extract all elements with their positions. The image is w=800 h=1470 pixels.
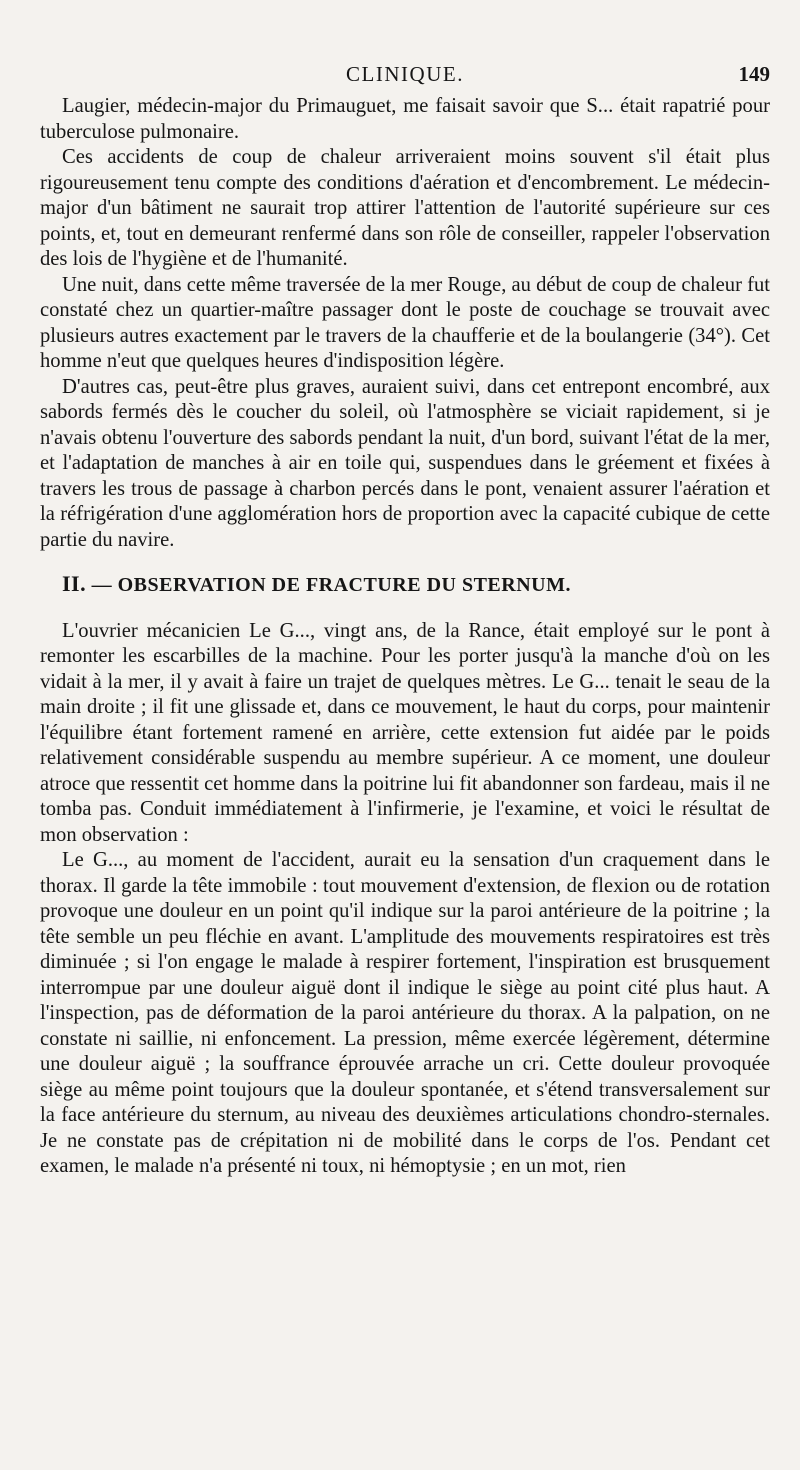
paragraph: Le G..., au moment de l'accident, aurait eu la sensation d'un craquement dans le thorax. Il garde la tête immobile : tout mouvement d'extension, de flexion ou de rotation provoque une douleur en un point qu'il indique sur la paroi antérieure de la poitrine ; la tête semble un peu fléchie en avant. L'amplitude des mouvements respiratoires est très diminuée ; si l'on engage le malade à respirer fortement, l'inspiration est brusquement interrompue par une douleur aiguë dont il indique le siège au point cité plus haut. A l'inspection, pas de déformation de la paroi antérieure du thorax. A la palpation, on ne constate ni saillie, ni enfoncement. La pression, même exercée légèrement, détermine une douleur aiguë ; la souffrance éprouvée arrache un cri. Cette douleur provoquée siège au même point toujours que la douleur spontanée, et s'étend transversalement sur la face antérieure du sternum, au niveau des deuxièmes articulations chondro-sternales. Je ne constate pas de crépitation ni de mobilité dans le corps de l'os. Pendant cet examen, le malade n'a présenté ni toux, ni hémoptysie ; en un mot, rien: [40, 849, 770, 1177]
page-number: 149: [738, 62, 770, 86]
page-header: [40, 62, 770, 92]
section-title: OBSERVATION DE FRACTURE DU STERNUM.: [117, 574, 571, 596]
body-text: [40, 94, 770, 1180]
section-number: II.: [62, 571, 87, 596]
running-title: CLINIQUE.: [346, 62, 464, 86]
paragraph: Laugier, médecin-major du Primauguet, me faisait savoir que S... était rapatrié pour tuberculose pulmonaire.: [40, 95, 770, 143]
paragraph: L'ouvrier mécanicien Le G..., vingt ans, de la Rance, était employé sur le pont à remonter les escarbilles de la machine. Pour les porter jusqu'à la manche d'où on les vidait à la mer, il y avait à faire un trajet de quelques mètres. Le G... tenait le seau de la main droite ; il fit une glissade et, dans ce mouvement, le haut du corps, pour maintenir l'équilibre étant fortement ramené en arrière, cette extension fut aidée par le poids relativement considérable suspendu au membre supérieur. A ce moment, une douleur atroce que ressentit cet homme dans la poitrine lui fit abandonner son fardeau, mais il ne tomba pas. Conduit immédiatement à l'infirmerie, je l'examine, et voici le résultat de mon observation :: [40, 619, 770, 846]
paragraph: D'autres cas, peut-être plus graves, auraient suivi, dans cet entrepont encombré, aux sabords fermés dès le coucher du soleil, où l'atmosphère se viciait rapidement, si je n'avais obtenu l'ouverture des sabords pendant la nuit, d'un bord, suivant l'état de la mer, et l'adaptation de manches à air en toile qui, suspendues dans le gréement et fixées à travers les trous de passage à charbon percés dans le pont, venaient assurer l'aération et la réfrigération d'une agglomération hors de proportion avec la capacité cubique de cette partie du navire.: [40, 375, 770, 551]
section-dash: —: [91, 574, 113, 596]
paragraph: Ces accidents de coup de chaleur arriveraient moins souvent s'il était plus rigoureusement tenu compte des conditions d'aération et d'encombrement. Le médecin-major d'un bâtiment ne saurait trop attirer l'attention de l'autorité supérieure sur ces points, et, tout en demeurant renfermé dans son rôle de conseiller, rappeler l'observation des lois de l'hygiène et de l'humanité.: [40, 146, 770, 270]
section-heading: [40, 571, 770, 599]
paragraph: Une nuit, dans cette même traversée de la mer Rouge, au début de coup de chaleur fut constaté chez un quartier-maître passager dont le poste de couchage se trouvait avec plusieurs autres exactement par le travers de la chaufferie et de la boulangerie (34°). Cet homme n'eut que quelques heures d'indisposition légère.: [40, 273, 770, 372]
